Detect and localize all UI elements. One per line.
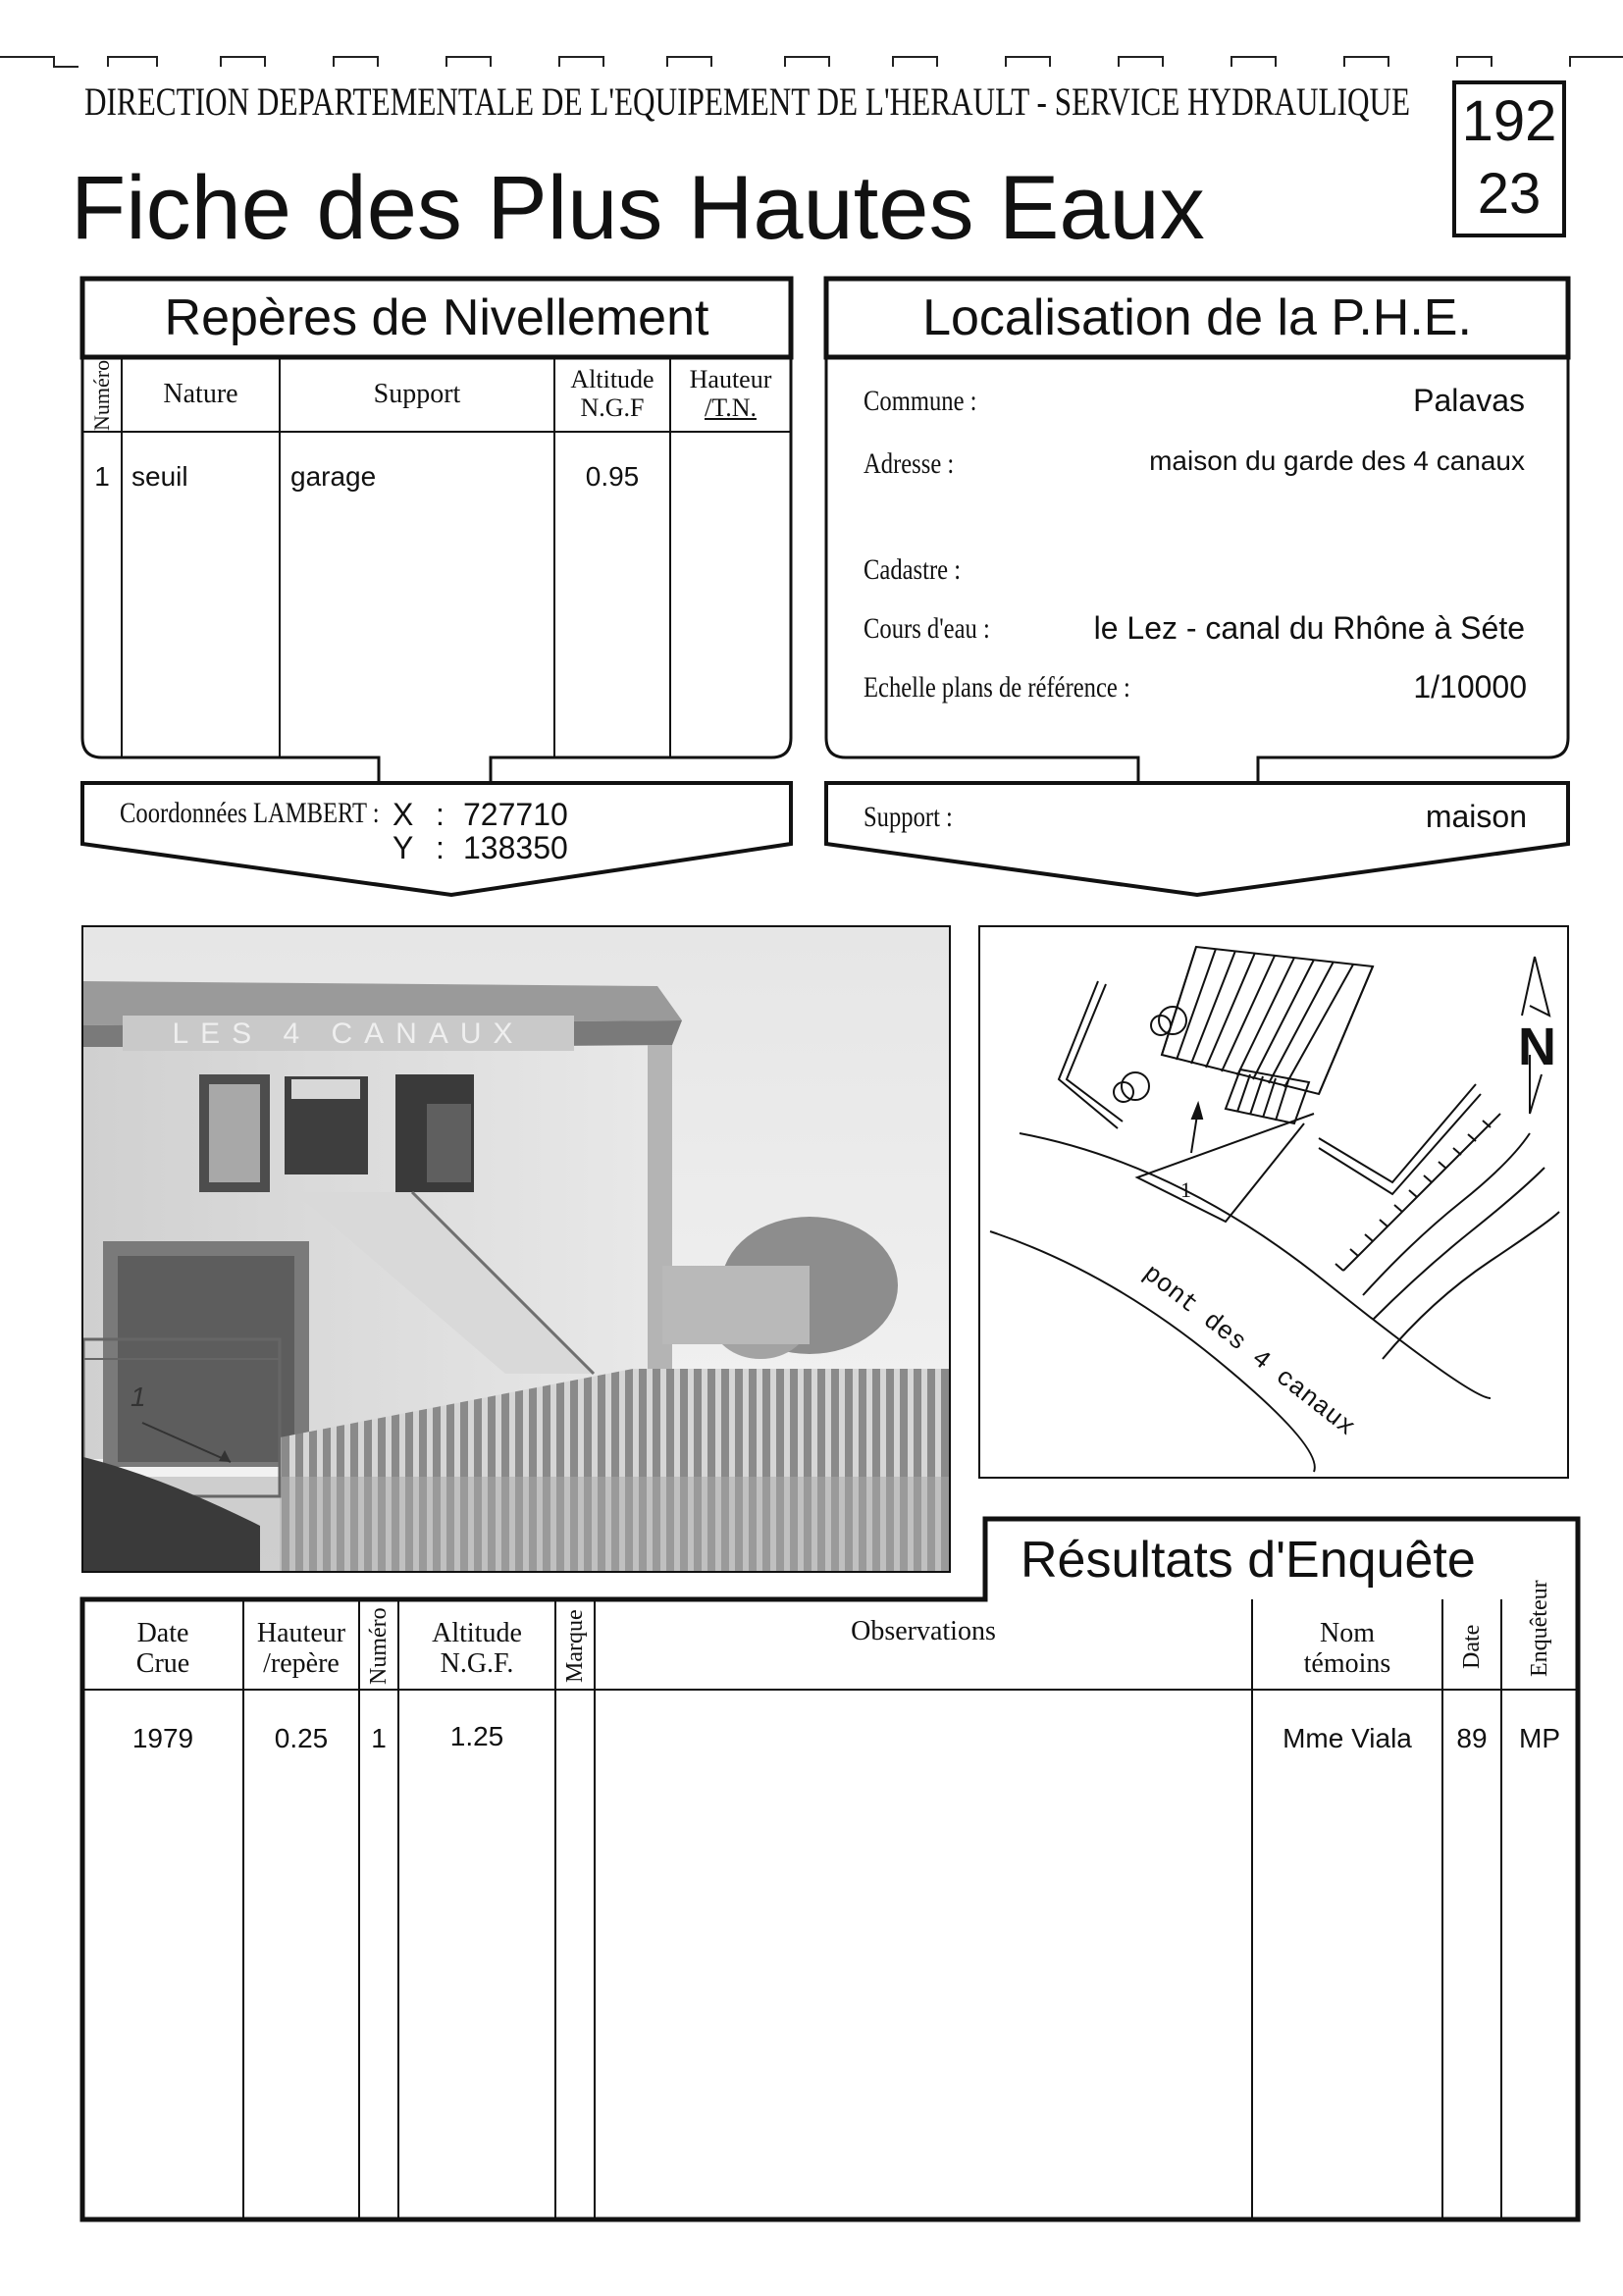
reperes-title: Repères de Nivellement	[164, 289, 709, 346]
resultats-col-nom-line2: témoins	[1303, 1648, 1391, 1679]
resultats-title: Résultats d'Enquête	[1021, 1532, 1476, 1589]
resultats-col-numero: Numéro	[365, 1607, 392, 1686]
resultats-row-nom: Mme Viala	[1283, 1723, 1412, 1753]
adresse-value: maison du garde des 4 canaux	[1149, 445, 1525, 476]
resultats-row-enqueteur: MP	[1519, 1723, 1560, 1753]
reperes-col-altitude-line1: Altitude	[570, 365, 654, 394]
resultats-col-altitude	[398, 1609, 555, 1690]
reperes-row-altitude: 0.95	[585, 461, 640, 492]
resultats-row-hauteur: 0.25	[274, 1723, 329, 1753]
plan-marker: 1	[1180, 1177, 1191, 1202]
lambert-y-value: 138350	[463, 830, 568, 865]
resultats-col-date-crue	[82, 1609, 243, 1690]
cadastre-label: Cadastre :	[864, 553, 962, 586]
resultats-col-date-crue-line1: Date	[136, 1618, 189, 1649]
location-plan	[980, 927, 1567, 1477]
resultats-col-nom	[1252, 1609, 1442, 1690]
bridge-label: pont des 4 canaux	[1137, 1258, 1361, 1442]
reperes-row-support: garage	[290, 461, 377, 492]
reperes-col-numero: Numéro	[88, 359, 114, 432]
echelle-label: Echelle plans de référence :	[864, 671, 1130, 704]
reperes-col-nature: Nature	[163, 378, 238, 409]
resultats-row-numero: 1	[371, 1723, 387, 1753]
resultats-col-hauteur-line2: /repère	[263, 1648, 340, 1679]
reperes-row-nature: seuil	[131, 461, 188, 492]
reperes-col-altitude-line2: N.G.F	[580, 393, 645, 422]
reperes-col-hauteur-line1: Hauteur	[689, 365, 772, 394]
resultats-col-hauteur	[243, 1609, 359, 1690]
bank-ticks	[1335, 1121, 1491, 1271]
lambert-x-colon: :	[436, 797, 445, 832]
reperes-col-altitude	[554, 357, 670, 432]
cours-eau-label: Cours d'eau :	[864, 612, 990, 645]
reperes-col-hauteur-line2: /T.N.	[705, 393, 757, 422]
resultats-row-date: 89	[1456, 1723, 1488, 1753]
resultats-row-date-crue: 1979	[131, 1723, 194, 1753]
photo-sign-text: LES 4 CANAUX	[172, 1018, 525, 1050]
house-photo	[83, 927, 949, 1571]
reperes-col-hauteur	[670, 357, 791, 432]
resultats-col-date-crue-line2: Crue	[135, 1648, 190, 1679]
resultats-col-nom-line1: Nom	[1320, 1618, 1375, 1649]
page-title: Fiche des Plus Hautes Eaux	[71, 158, 1205, 258]
echelle-value: 1/10000	[1413, 669, 1527, 704]
resultats-col-date: Date	[1458, 1624, 1485, 1669]
lambert-y-label: Y	[393, 830, 414, 865]
lambert-label: Coordonnées LAMBERT :	[120, 797, 380, 829]
commune-value: Palavas	[1413, 383, 1525, 418]
lambert-y-colon: :	[436, 830, 445, 865]
reperes-col-support: Support	[373, 378, 461, 409]
resultats-col-marque: Marque	[561, 1609, 588, 1684]
commune-label: Commune :	[864, 385, 977, 417]
resultats-col-altitude-line1: Altitude	[432, 1618, 522, 1649]
resultats-col-observations: Observations	[851, 1616, 996, 1646]
support-label: Support :	[864, 801, 953, 833]
north-label: N	[1518, 1018, 1556, 1076]
resultats-col-altitude-line2: N.G.F.	[440, 1648, 514, 1679]
resultats-col-enqueteur: Enquêteur	[1526, 1580, 1552, 1678]
photo-marker: 1	[131, 1382, 146, 1412]
localisation-title: Localisation de la P.H.E.	[922, 289, 1472, 346]
lambert-x-value: 727710	[463, 797, 568, 832]
reperes-row-numero: 1	[94, 461, 110, 492]
lambert-x-label: X	[393, 797, 414, 832]
cours-eau-value: le Lez - canal du Rhône à Séte	[1093, 610, 1525, 646]
resultats-col-hauteur-line1: Hauteur	[256, 1618, 346, 1649]
reference-bottom: 23	[1477, 162, 1542, 226]
agency-heading: DIRECTION DEPARTEMENTALE DE L'EQUIPEMENT DE L'HERAULT - SERVICE HYDRAULIQUE	[84, 79, 1411, 124]
resultats-row-altitude: 1.25	[449, 1721, 504, 1751]
reference-top: 192	[1461, 89, 1557, 153]
support-value: maison	[1425, 799, 1527, 834]
adresse-label: Adresse :	[864, 447, 955, 480]
